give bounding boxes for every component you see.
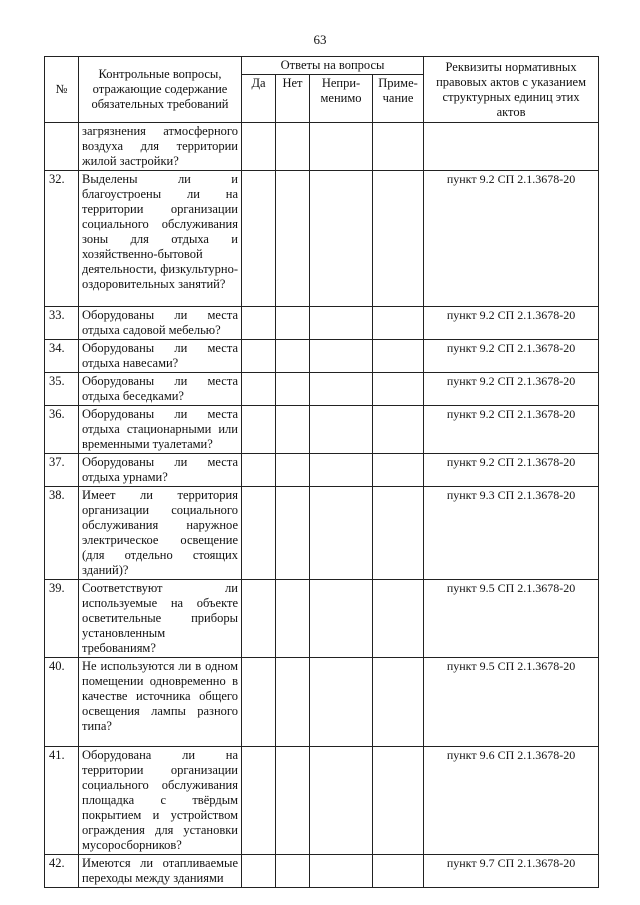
row-number: 33.: [45, 307, 79, 340]
answer-no-cell[interactable]: [276, 454, 310, 487]
answer-yes-cell[interactable]: [242, 406, 276, 454]
header-question: Контрольные вопросы, отражающие содержание обязательных требований: [79, 57, 242, 123]
answer-no-cell[interactable]: [276, 658, 310, 747]
table-row: [45, 307, 599, 340]
header-no: Нет: [276, 75, 310, 123]
table-row: [45, 855, 599, 888]
row-number: [45, 123, 79, 171]
page-number: 63: [313, 32, 327, 47]
answer-note-cell[interactable]: [373, 747, 424, 855]
table-row: [45, 123, 599, 171]
answer-no-cell[interactable]: [276, 747, 310, 855]
answer-note-cell[interactable]: [373, 123, 424, 171]
header-note-line1: Приме-: [378, 76, 418, 90]
answer-no-cell[interactable]: [276, 123, 310, 171]
table-row: [45, 373, 599, 406]
header-requisites: Реквизиты нормативных правовых актов с указанием структурных единиц этих актов: [424, 57, 599, 123]
answer-no-cell[interactable]: [276, 171, 310, 307]
answer-note-cell[interactable]: [373, 855, 424, 888]
row-question: Оборудованы ли места отдыха садовой мебелью?: [79, 307, 242, 340]
row-requisite: пункт 9.2 СП 2.1.3678-20: [424, 454, 599, 487]
row-number: 41.: [45, 747, 79, 855]
answer-yes-cell[interactable]: [242, 658, 276, 747]
table-row: [45, 487, 599, 580]
table-row: [45, 580, 599, 658]
answer-note-cell[interactable]: [373, 307, 424, 340]
answer-yes-cell[interactable]: [242, 855, 276, 888]
row-question: Имеет ли территория организации социального обслуживания наружное электрическое освещение (для отдельно стоящих зданий)?: [79, 487, 242, 580]
answer-no-cell[interactable]: [276, 307, 310, 340]
answer-no-cell[interactable]: [276, 340, 310, 373]
row-requisite: пункт 9.5 СП 2.1.3678-20: [424, 580, 599, 658]
answer-na-cell[interactable]: [310, 123, 373, 171]
checklist-table: [44, 56, 599, 888]
row-question: Оборудованы ли места отдыха урнами?: [79, 454, 242, 487]
answer-yes-cell[interactable]: [242, 307, 276, 340]
answer-na-cell[interactable]: [310, 487, 373, 580]
row-number: 34.: [45, 340, 79, 373]
row-number: 42.: [45, 855, 79, 888]
row-question: Оборудованы ли места отдыха стационарными или временными туалетами?: [79, 406, 242, 454]
row-question: Имеются ли отапливаемые переходы между зданиями: [79, 855, 242, 888]
answer-na-cell[interactable]: [310, 855, 373, 888]
table-row: [45, 171, 599, 307]
row-question: Соответствуют ли используемые на объекте осветительные приборы установленным требованиям?: [79, 580, 242, 658]
answer-na-cell[interactable]: [310, 307, 373, 340]
answer-note-cell[interactable]: [373, 580, 424, 658]
row-number: 40.: [45, 658, 79, 747]
row-number: 38.: [45, 487, 79, 580]
answer-na-cell[interactable]: [310, 580, 373, 658]
answer-note-cell[interactable]: [373, 406, 424, 454]
table-row: [45, 658, 599, 747]
answer-yes-cell[interactable]: [242, 340, 276, 373]
answer-yes-cell[interactable]: [242, 171, 276, 307]
header-na-line2: менимо: [320, 91, 362, 105]
row-number: 39.: [45, 580, 79, 658]
answer-note-cell[interactable]: [373, 658, 424, 747]
answer-na-cell[interactable]: [310, 406, 373, 454]
answer-no-cell[interactable]: [276, 406, 310, 454]
answer-na-cell[interactable]: [310, 454, 373, 487]
row-number: 32.: [45, 171, 79, 307]
row-question: Оборудованы ли места отдыха беседками?: [79, 373, 242, 406]
row-question: Оборудована ли на территории организации социального обслуживания площадка с твёрдым покрытием и устройством ограждения для установки мусоросборников?: [79, 747, 242, 855]
row-requisite: пункт 9.3 СП 2.1.3678-20: [424, 487, 599, 580]
answer-note-cell[interactable]: [373, 487, 424, 580]
row-requisite: пункт 9.2 СП 2.1.3678-20: [424, 340, 599, 373]
header-note-line2: чание: [382, 91, 414, 105]
table-row: [45, 747, 599, 855]
table-row: [45, 340, 599, 373]
answer-na-cell[interactable]: [310, 747, 373, 855]
table-row: [45, 406, 599, 454]
answer-yes-cell[interactable]: [242, 487, 276, 580]
answer-no-cell[interactable]: [276, 580, 310, 658]
row-requisite: пункт 9.2 СП 2.1.3678-20: [424, 406, 599, 454]
row-requisite: пункт 9.2 СП 2.1.3678-20: [424, 373, 599, 406]
answer-note-cell[interactable]: [373, 340, 424, 373]
answer-na-cell[interactable]: [310, 373, 373, 406]
row-requisite: пункт 9.2 СП 2.1.3678-20: [424, 307, 599, 340]
answer-na-cell[interactable]: [310, 171, 373, 307]
header-note: [373, 75, 424, 123]
answer-no-cell[interactable]: [276, 373, 310, 406]
row-requisite: [424, 123, 599, 171]
row-question: загрязнения атмосферного воздуха для территории жилой застройки?: [79, 123, 242, 171]
table-row: [45, 454, 599, 487]
answer-no-cell[interactable]: [276, 855, 310, 888]
header-answers-group: Ответы на вопросы: [242, 57, 424, 75]
answer-yes-cell[interactable]: [242, 454, 276, 487]
row-question: Оборудованы ли места отдыха навесами?: [79, 340, 242, 373]
answer-no-cell[interactable]: [276, 487, 310, 580]
header-num: №: [45, 57, 79, 123]
answer-na-cell[interactable]: [310, 340, 373, 373]
answer-note-cell[interactable]: [373, 454, 424, 487]
header-not-applicable: [310, 75, 373, 123]
answer-na-cell[interactable]: [310, 658, 373, 747]
answer-yes-cell[interactable]: [242, 123, 276, 171]
answer-yes-cell[interactable]: [242, 373, 276, 406]
row-requisite: пункт 9.5 СП 2.1.3678-20: [424, 658, 599, 747]
row-number: 35.: [45, 373, 79, 406]
row-requisite: пункт 9.6 СП 2.1.3678-20: [424, 747, 599, 855]
header-yes: Да: [242, 75, 276, 123]
answer-note-cell[interactable]: [373, 373, 424, 406]
row-number: 36.: [45, 406, 79, 454]
row-question: Не используются ли в одном помещении одновременно в качестве источника общего освещения лампы разного типа?: [79, 658, 242, 747]
row-question: Выделены ли и благоустроены ли на территории организации социального обслуживания зоны для отдыха и хозяйственно-бытовой деятельности, физкультурно-оздоровительных занятий?: [79, 171, 242, 307]
row-requisite: пункт 9.7 СП 2.1.3678-20: [424, 855, 599, 888]
answer-yes-cell[interactable]: [242, 747, 276, 855]
answer-note-cell[interactable]: [373, 171, 424, 307]
answer-yes-cell[interactable]: [242, 580, 276, 658]
row-requisite: пункт 9.2 СП 2.1.3678-20: [424, 171, 599, 307]
row-number: 37.: [45, 454, 79, 487]
header-na-line1: Непри-: [321, 76, 361, 90]
